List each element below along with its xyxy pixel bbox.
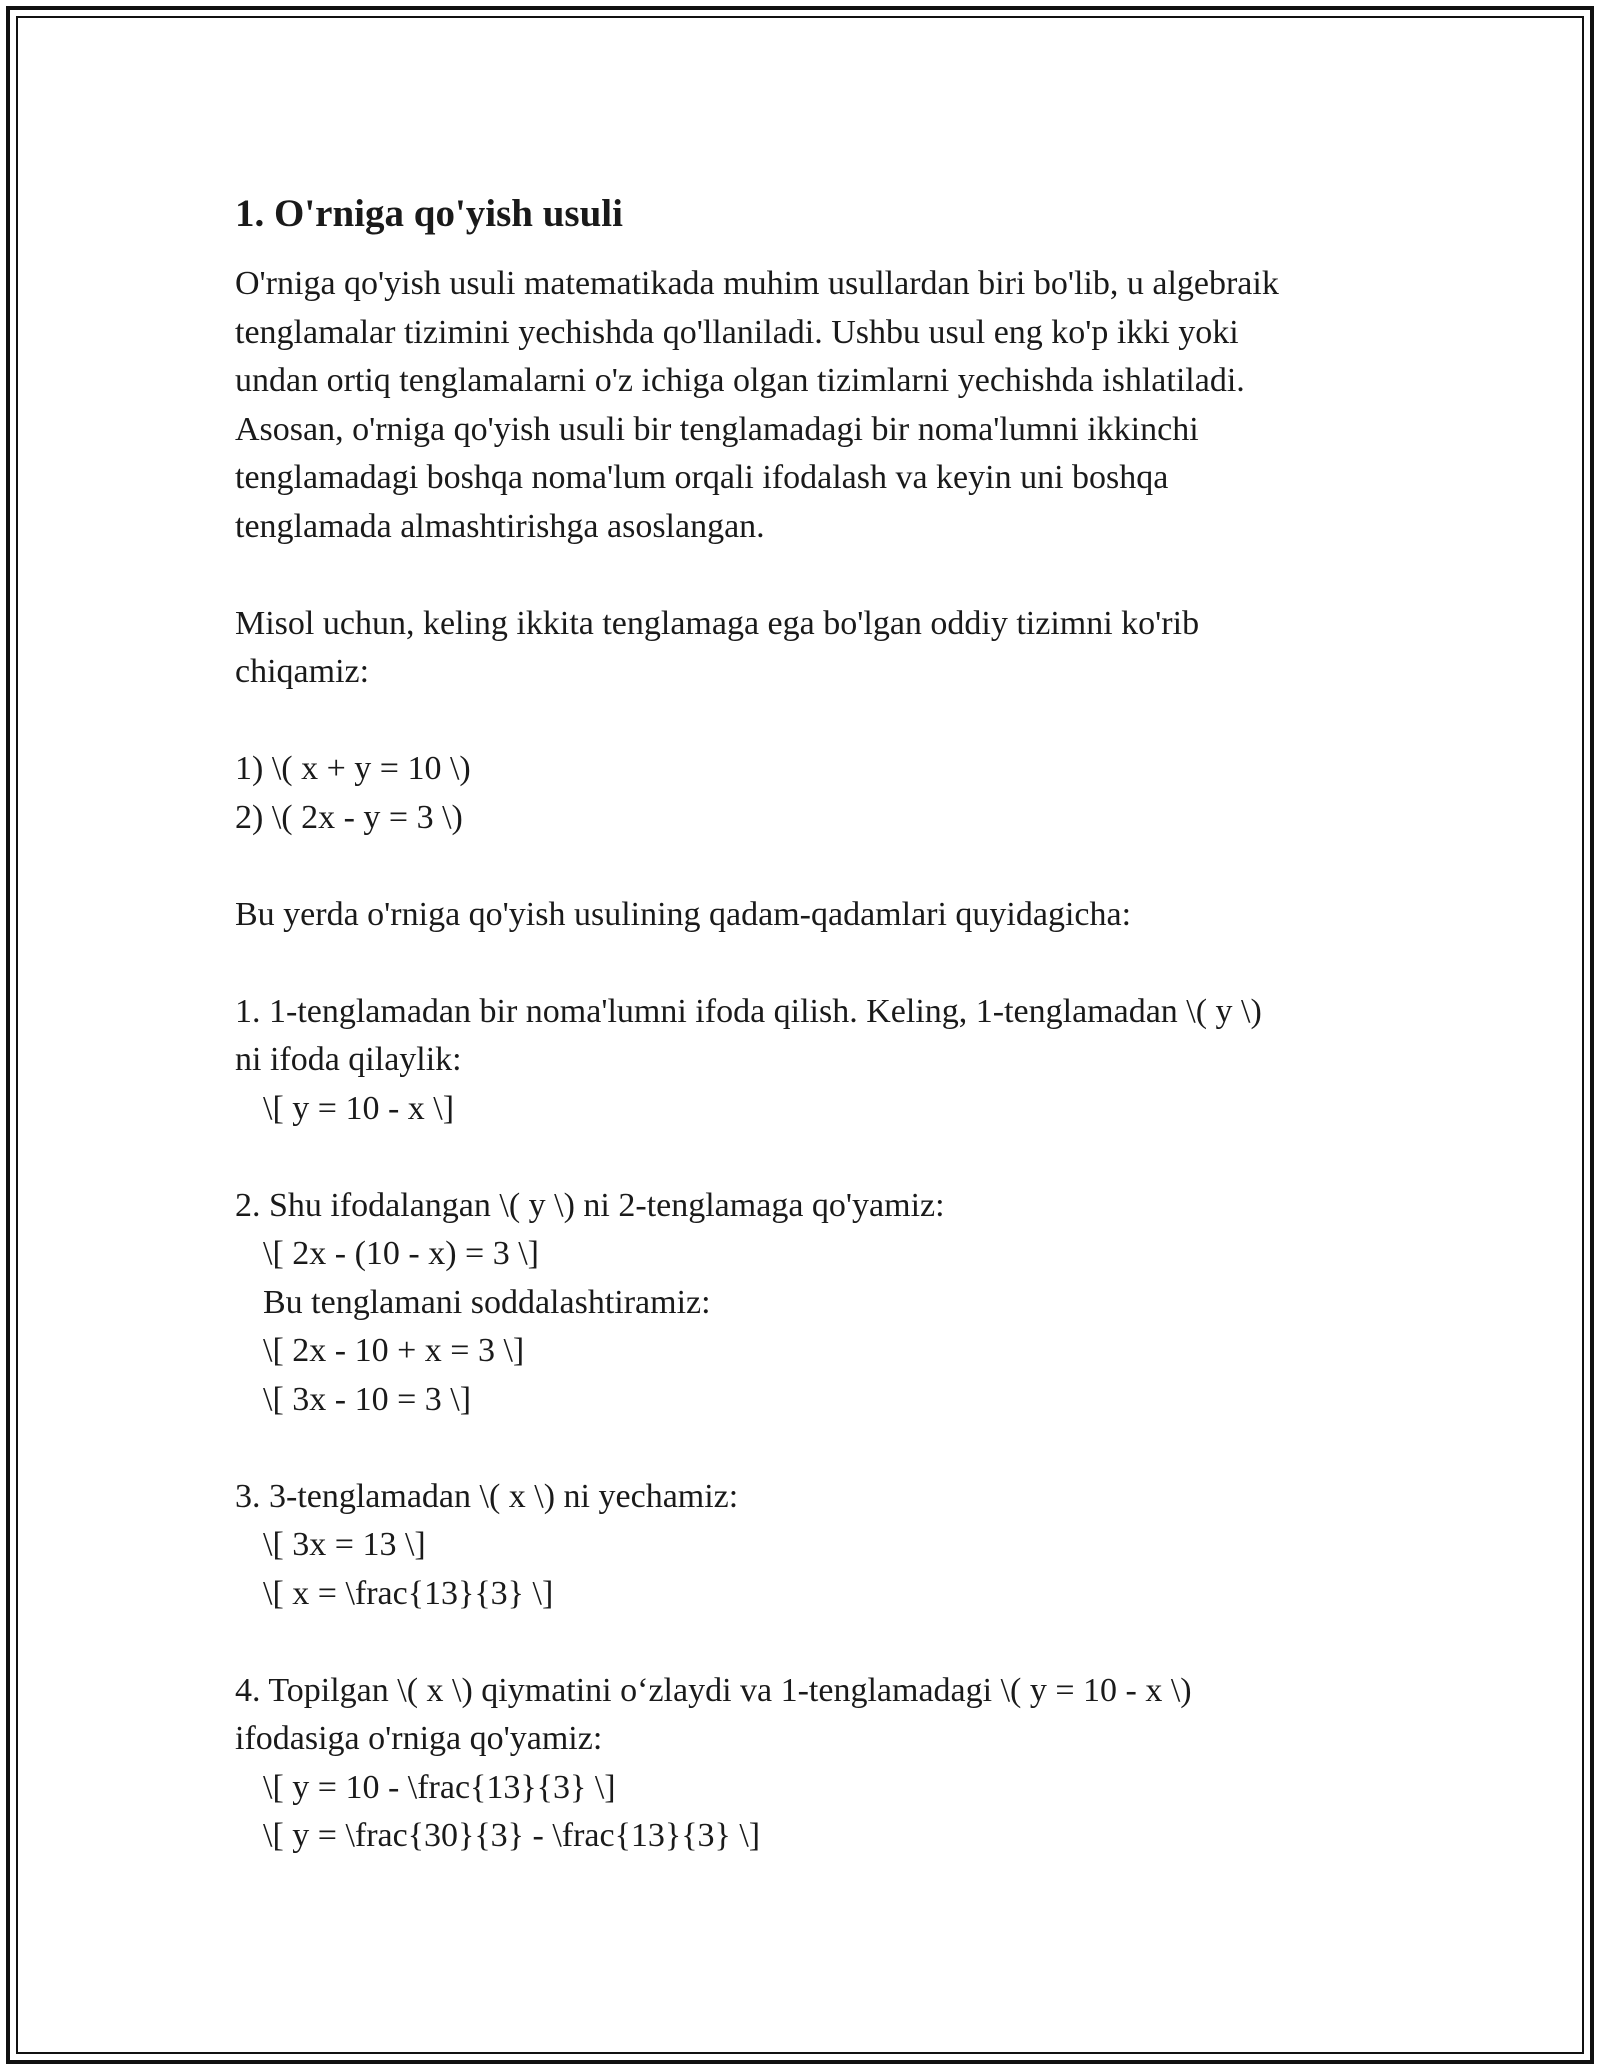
- document-body: [235, 186, 1385, 1861]
- step-note: Bu tenglamani soddalashtiramiz:: [263, 1283, 711, 1321]
- equation-1: 1) \( x + y = 10 \): [235, 750, 471, 787]
- steps-intro: Bu yerda o'rniga qo'yish usulining qadam-qadamlari quyidagicha:: [235, 895, 1132, 933]
- step-text: 4. Topilgan \( x \) qiymatini o‘zlaydi va 1-tenglamadagi \( y = 10 - x \): [235, 1671, 1192, 1709]
- equation-system: [235, 745, 1385, 842]
- step-text: 1. 1-tenglamadan bir noma'lumni ifoda qilish. Keling, 1-tenglamadan \( y \): [235, 992, 1262, 1030]
- step-3: [235, 1473, 1385, 1619]
- intro-line: tenglamada almashtirishga asoslangan.: [235, 507, 765, 545]
- step-text: 3. 3-tenglamadan \( x \) ni yechamiz:: [235, 1477, 739, 1515]
- step-4: [235, 1667, 1385, 1861]
- example-intro-line: Misol uchun, keling ikkita tenglamaga ega bo'lgan oddiy tizimni ko'rib: [235, 604, 1200, 642]
- step-formula: \[ y = \frac{30}{3} - \frac{13}{3} \]: [263, 1817, 761, 1854]
- step-text: ifodasiga o'rniga qo'yamiz:: [235, 1720, 603, 1757]
- step-formula: \[ y = 10 - \frac{13}{3} \]: [263, 1768, 616, 1806]
- intro-line: Asosan, o'rniga qo'yish usuli bir tenglamadagi bir noma'lumni ikkinchi: [235, 410, 1199, 448]
- step-text: ni ifoda qilaylik:: [235, 1041, 462, 1078]
- intro-line: O'rniga qo'yish usuli matematikada muhim usullardan biri bo'lib, u algebraik: [235, 265, 1279, 302]
- step-text: 2. Shu ifodalangan \( y \) ni 2-tenglamaga qo'yamiz:: [235, 1186, 945, 1224]
- step-formula: \[ y = 10 - x \]: [263, 1089, 455, 1127]
- step-formula: \[ x = \frac{13}{3} \]: [263, 1574, 554, 1612]
- example-intro-paragraph: [235, 600, 1385, 697]
- step-formula: \[ 2x - (10 - x) = 3 \]: [263, 1235, 540, 1272]
- step-formula: \[ 2x - 10 + x = 3 \]: [263, 1332, 525, 1369]
- step-2: [235, 1182, 1385, 1425]
- intro-line: undan ortiq tenglamalarni o'z ichiga olgan tizimlarni yechishda ishlatiladi.: [235, 362, 1245, 399]
- intro-line: tenglamalar tizimini yechishda qo'llaniladi. Ushbu usul eng ko'p ikki yoki: [235, 313, 1239, 351]
- step-formula: \[ 3x - 10 = 3 \]: [263, 1380, 472, 1418]
- intro-line: tenglamadagi boshqa noma'lum orqali ifodalash va keyin uni boshqa: [235, 459, 1169, 496]
- equation-2: 2) \( 2x - y = 3 \): [235, 798, 463, 836]
- example-intro-line: chiqamiz:: [235, 653, 370, 690]
- step-formula: \[ 3x = 13 \]: [263, 1526, 426, 1563]
- step-1: [235, 988, 1385, 1134]
- section-heading: 1. O'rniga qo'yish usuli: [235, 192, 623, 235]
- intro-paragraph: [235, 260, 1385, 551]
